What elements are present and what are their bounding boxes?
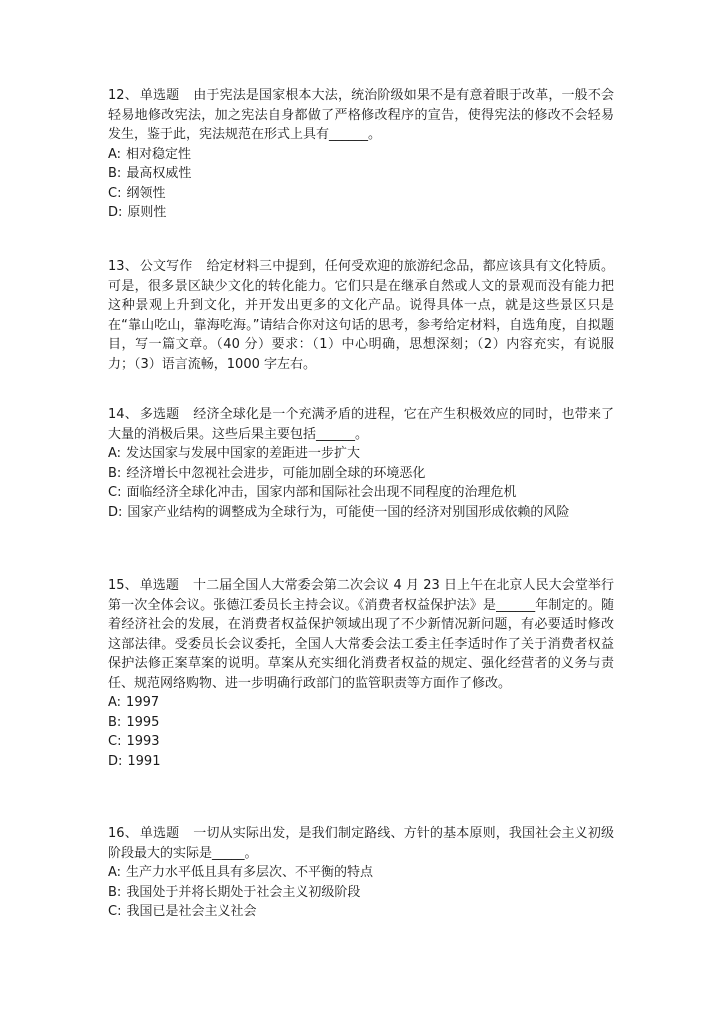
question-type: 单选题 (139, 578, 179, 593)
question-15 (108, 576, 614, 771)
question-text: 十二届全国人大常委会第二次会议 4 月 23 日上午在北京人民大会堂举行第一次全体会议。张德江委员长主持会议。《消费者权益保护法》是______年制定的。随着经济社会的发展，在消费者权益保护领域出现了不少新情况新问题，有必要适时修改这部法律。受委员长会议委托，全国人大常委会法工委主任李适时作了关于消费者权益保护法修正案草案的说明。草案从充实细化消费者权益的规定、强化经营者的义务与责任、规范网络购物、进一步明确行政部门的监管职责等方面作了修改。 (108, 578, 615, 691)
option-text: 我国处于并将长期处于社会主义初级阶段 (126, 884, 361, 900)
option-list (108, 145, 614, 223)
option-b (108, 464, 614, 484)
option-key: D: (108, 205, 123, 220)
option-text: 1997 (126, 695, 160, 710)
option-c (108, 732, 614, 752)
question-type: 公文写作 (139, 259, 193, 274)
question-number: 15、 (108, 578, 138, 593)
option-key: A: (108, 446, 122, 461)
question-stem (108, 576, 614, 693)
question-number: 12、 (108, 88, 138, 103)
option-text: 最高权威性 (126, 166, 192, 181)
option-list (108, 693, 614, 771)
option-text: 1993 (126, 734, 160, 749)
question-type: 单选题 (139, 826, 180, 841)
question-13 (108, 257, 614, 374)
option-text: 相对稳定性 (126, 146, 192, 162)
question-text: 由于宪法是国家根本大法，统治阶级如果不是有意着眼于改革，一般不会轻易地修改宪法，加之宪法自身都做了严格修改程序的宣告，使得宪法的修改不会轻易发生，鉴于此，宪法规范在形式上具有______。 (108, 88, 614, 142)
option-b (108, 164, 614, 184)
option-a (108, 863, 614, 883)
question-type: 多选题 (139, 407, 180, 422)
question-stem (108, 86, 614, 145)
option-text: 1995 (126, 714, 160, 730)
question-text: 经济全球化是一个充满矛盾的进程，它在产生积极效应的同时，也带来了大量的消极后果。这些后果主要包括______。 (108, 407, 614, 442)
option-c (108, 184, 614, 204)
option-key: B: (108, 465, 122, 481)
option-text: 国家产业结构的调整成为全球行为，可能使一国的经济对别国形成依赖的风险 (127, 504, 570, 520)
option-b (108, 883, 614, 903)
option-list (108, 444, 614, 522)
option-text: 面临经济全球化冲击，国家内部和国际社会出现不同程度的治理危机 (126, 485, 517, 500)
option-a (108, 444, 614, 464)
question-stem (108, 824, 614, 863)
option-key: B: (108, 884, 122, 900)
option-text: 我国已是社会主义社会 (126, 904, 257, 919)
option-d (108, 503, 614, 523)
option-key: A: (108, 865, 122, 880)
question-stem (108, 405, 614, 444)
option-text: 原则性 (127, 205, 167, 220)
question-stem (108, 257, 614, 374)
option-d (108, 203, 614, 223)
option-key: C: (108, 904, 122, 919)
option-key: B: (108, 714, 122, 730)
option-key: C: (108, 734, 122, 749)
option-key: C: (108, 485, 122, 500)
option-key: C: (108, 185, 122, 201)
option-key: A: (108, 146, 122, 162)
option-key: D: (108, 504, 123, 520)
option-text: 生产力水平低且具有多层次、不平衡的特点 (126, 865, 374, 880)
option-c (108, 902, 614, 922)
question-number: 14、 (108, 407, 138, 422)
option-a (108, 693, 614, 713)
option-key: B: (108, 166, 122, 181)
question-type: 单选题 (139, 88, 180, 103)
option-key: A: (108, 695, 122, 710)
question-14 (108, 405, 614, 522)
question-12 (108, 86, 614, 223)
option-d (108, 752, 614, 772)
question-text: 一切从实际出发，是我们制定路线、方针的基本原则，我国社会主义初级阶段最大的实际是_____。 (108, 826, 614, 861)
option-text: 纲领性 (126, 185, 166, 201)
option-c (108, 483, 614, 503)
option-text: 1991 (127, 753, 161, 769)
option-a (108, 145, 614, 165)
option-list (108, 863, 614, 922)
question-number: 13、 (108, 259, 138, 274)
option-b (108, 713, 614, 733)
option-text: 经济增长中忽视社会进步，可能加剧全球的环境恶化 (126, 465, 426, 481)
question-text: 给定材料三中提到，任何受欢迎的旅游纪念品，都应该具有文化特质。可是，很多景区缺少文化的转化能力。它们只是在继承自然或人文的景观而没有能力把这种景观上升到文化，并开发出更多的文化产品。说得具体一点，就是这些景区只是在“靠山吃山，靠海吃海。”请结合你对这句话的思考，参考给定材料，自选角度，自拟题目，写一篇文章。（40 分）要求：（1）中心明确，思想深刻；（2）内容充实，有说服力；（3）语言流畅，1000 字左右。 (108, 259, 614, 372)
question-number: 16、 (108, 826, 138, 841)
option-text: 发达国家与发展中国家的差距进一步扩大 (126, 446, 361, 461)
question-16 (108, 824, 614, 922)
option-key: D: (108, 753, 123, 769)
